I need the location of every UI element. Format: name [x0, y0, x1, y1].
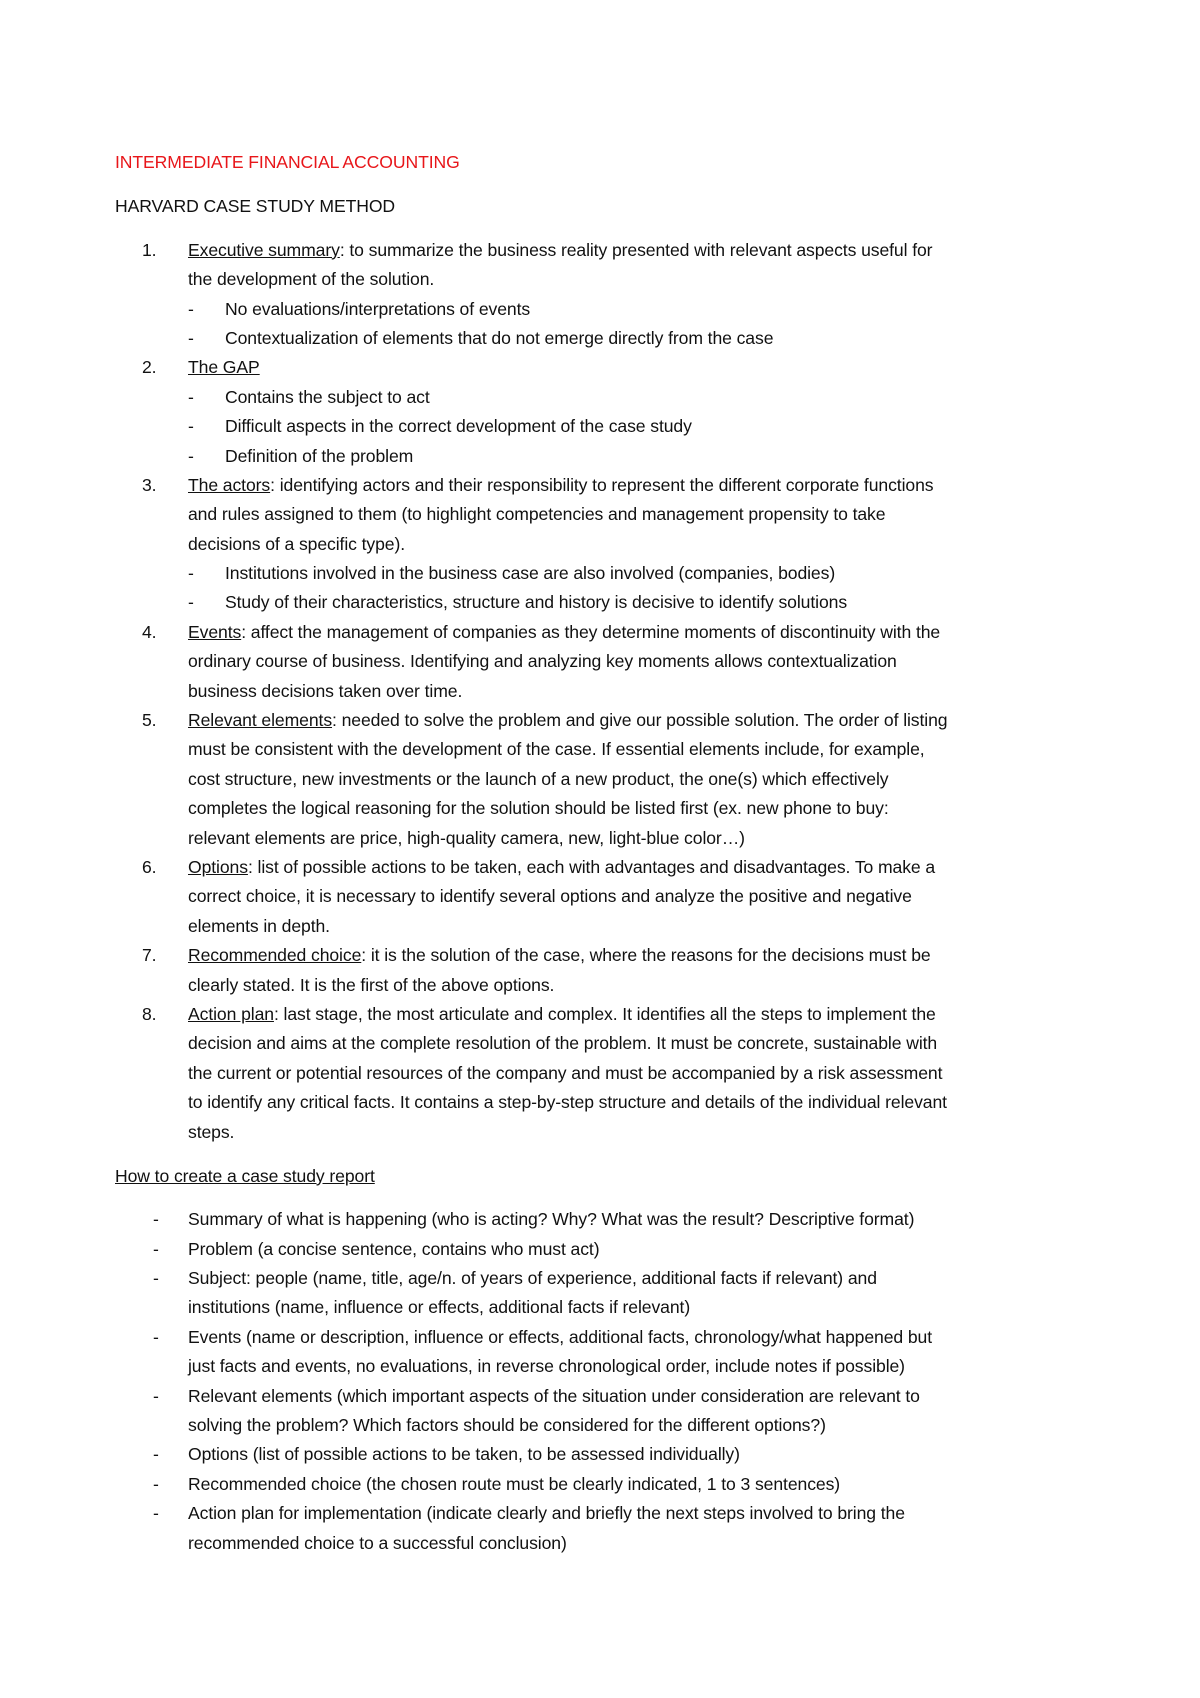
step-term: Recommended choice: [188, 945, 362, 966]
dash-marker: -: [188, 445, 194, 466]
step-first-line: [115, 618, 1095, 647]
how-to-item: [115, 1440, 1095, 1469]
step-text: : list of possible actions to be taken, each with advantages and disadvantages. To make a: [247, 856, 936, 877]
how-to-text-line: just facts and events, no evaluations, in reverse chronological order, include notes if possible): [188, 1356, 905, 1377]
how-to-first-line: [115, 1440, 1095, 1469]
step-number: 5.: [142, 710, 157, 731]
method-step: [115, 236, 1095, 354]
how-to-item: [115, 1470, 1095, 1499]
dash-marker: -: [153, 1209, 159, 1230]
step-text: : needed to solve the problem and give our possible solution. The order of listing: [332, 710, 948, 731]
bullet-text: Contextualization of elements that do not emerge directly from the case: [225, 327, 774, 348]
step-first-line: [115, 1000, 1095, 1029]
step-text-line: completes the logical reasoning for the solution should be listed first (ex. new phone to buy:: [188, 798, 889, 819]
step-bullet: [115, 324, 1095, 353]
how-to-text: Summary of what is happening (who is acting? Why? What was the result? Descriptive format): [188, 1209, 915, 1230]
section-gap: [115, 1147, 1095, 1162]
step-text-line: to identify any critical facts. It contains a step-by-step structure and details of the individual relevant: [188, 1092, 947, 1113]
step-number: 3.: [142, 474, 157, 495]
step-number: 4.: [142, 621, 157, 642]
step-text-line: and rules assigned to them (to highlight competencies and management propensity to take: [188, 504, 886, 525]
dash-marker: -: [188, 592, 194, 613]
method-step: [115, 941, 1095, 1000]
dash-marker: -: [188, 416, 194, 437]
step-text-line: decisions of a specific type).: [188, 533, 406, 554]
step-text-line: decision and aims at the complete resolution of the problem. It must be concrete, sustainable with: [188, 1033, 938, 1054]
dash-marker: -: [153, 1326, 159, 1347]
dash-marker: -: [153, 1268, 159, 1289]
how-to-item: [115, 1235, 1095, 1264]
document-page: [115, 148, 1095, 1558]
step-text: : affect the management of companies as they determine moments of discontinuity with the: [241, 621, 941, 642]
how-to-text-line: recommended choice to a successful conclusion): [188, 1532, 567, 1553]
dash-marker: -: [153, 1385, 159, 1406]
step-text-line: steps.: [188, 1121, 235, 1142]
dash-marker: -: [188, 563, 194, 584]
step-term: The actors: [188, 474, 271, 495]
method-step: [115, 706, 1095, 853]
step-term: Events: [188, 621, 242, 642]
bullet-text: Difficult aspects in the correct development of the case study: [225, 416, 692, 437]
dash-marker: -: [153, 1238, 159, 1259]
bullet-text: Contains the subject to act: [225, 386, 430, 407]
step-text-line: cost structure, new investments or the launch of a new product, the one(s) which effectively: [188, 768, 889, 789]
method-step: [115, 853, 1095, 941]
step-first-line: [115, 941, 1095, 970]
step-bullet: [115, 295, 1095, 324]
dash-marker: -: [153, 1444, 159, 1465]
how-to-text: Recommended choice (the chosen route must be clearly indicated, 1 to 3 sentences): [188, 1473, 841, 1494]
how-to-text: Action plan for implementation (indicate clearly and briefly the next steps involved to bring the: [188, 1503, 905, 1524]
step-first-line: [115, 853, 1095, 882]
how-to-first-line: [115, 1323, 1095, 1352]
step-text: : last stage, the most articulate and complex. It identifies all the steps to implement the: [273, 1003, 936, 1024]
step-term: Executive summary: [188, 239, 340, 260]
dash-marker: -: [188, 386, 194, 407]
method-step: [115, 1000, 1095, 1147]
step-term: Action plan: [188, 1003, 274, 1024]
how-to-first-line: [115, 1382, 1095, 1411]
step-term: Options: [188, 856, 248, 877]
step-text-line: must be consistent with the development of the case. If essential elements include, for example,: [188, 739, 925, 760]
how-to-item: [115, 1205, 1095, 1234]
step-first-line: [115, 471, 1095, 500]
step-text-line: clearly stated. It is the first of the above options.: [188, 974, 555, 995]
step-number: 1.: [142, 239, 157, 260]
step-number: 7.: [142, 945, 157, 966]
document-title: INTERMEDIATE FINANCIAL ACCOUNTING: [115, 152, 460, 172]
method-steps-list: [115, 236, 1095, 1147]
how-to-first-line: [115, 1264, 1095, 1293]
step-term: Relevant elements: [188, 710, 333, 731]
bullet-text: Institutions involved in the business case are also involved (companies, bodies): [225, 563, 836, 584]
step-text-line: relevant elements are price, high-quality camera, new, light-blue color…): [188, 827, 745, 848]
dash-marker: -: [153, 1473, 159, 1494]
how-to-text-line: solving the problem? Which factors should be considered for the different options?): [188, 1415, 826, 1436]
dash-marker: -: [188, 298, 194, 319]
dash-marker: -: [153, 1503, 159, 1524]
step-first-line: [115, 706, 1095, 735]
method-step: [115, 353, 1095, 471]
step-text-line: the development of the solution.: [188, 269, 435, 290]
step-bullet: [115, 442, 1095, 471]
step-text: : it is the solution of the case, where the reasons for the decisions must be: [361, 945, 931, 966]
how-to-text-line: institutions (name, influence or effects, additional facts if relevant): [188, 1297, 691, 1318]
how-to-item: [115, 1323, 1095, 1382]
step-number: 8.: [142, 1003, 157, 1024]
step-term: The GAP: [188, 357, 260, 378]
bullet-text: No evaluations/interpretations of events: [225, 298, 531, 319]
how-to-item: [115, 1264, 1095, 1323]
how-to-item: [115, 1499, 1095, 1558]
bullet-text: Study of their characteristics, structure and history is decisive to identify solutions: [225, 592, 848, 613]
method-step: [115, 618, 1095, 706]
step-number: 2.: [142, 357, 157, 378]
step-text-line: the current or potential resources of the company and must be accompanied by a risk assessment: [188, 1062, 943, 1083]
step-text-line: elements in depth.: [188, 915, 330, 936]
how-to-first-line: [115, 1205, 1095, 1234]
how-to-text: Problem (a concise sentence, contains who must act): [188, 1238, 600, 1259]
step-number: 6.: [142, 856, 157, 877]
method-step: [115, 471, 1095, 618]
how-to-text: Events (name or description, influence or effects, additional facts, chronology/what happened but: [188, 1326, 933, 1347]
step-text-line: business decisions taken over time.: [188, 680, 463, 701]
step-bullet: [115, 383, 1095, 412]
how-to-heading: How to create a case study report: [115, 1165, 375, 1186]
how-to-first-line: [115, 1499, 1095, 1528]
step-text: : to summarize the business reality presented with relevant aspects useful for: [339, 239, 933, 260]
step-text-line: ordinary course of business. Identifying and analyzing key moments allows contextualization: [188, 651, 897, 672]
document-subtitle: HARVARD CASE STUDY METHOD: [115, 196, 396, 217]
step-text-line: correct choice, it is necessary to identify several options and analyze the positive and negative: [188, 886, 912, 907]
step-text: : identifying actors and their responsibility to represent the different corporate functions: [270, 474, 934, 495]
how-to-text: Subject: people (name, title, age/n. of years of experience, additional facts if relevant) and: [188, 1268, 877, 1289]
how-to-first-line: [115, 1235, 1095, 1264]
step-bullet: [115, 559, 1095, 588]
step-bullet: [115, 588, 1095, 617]
bullet-text: Definition of the problem: [225, 445, 414, 466]
dash-marker: -: [188, 327, 194, 348]
step-first-line: [115, 353, 1095, 382]
how-to-item: [115, 1382, 1095, 1441]
step-bullet: [115, 412, 1095, 441]
step-first-line: [115, 236, 1095, 265]
how-to-list: [115, 1205, 1095, 1558]
how-to-text: Relevant elements (which important aspects of the situation under consideration are relevant to: [188, 1385, 920, 1406]
how-to-first-line: [115, 1470, 1095, 1499]
how-to-text: Options (list of possible actions to be taken, to be assessed individually): [188, 1444, 740, 1465]
